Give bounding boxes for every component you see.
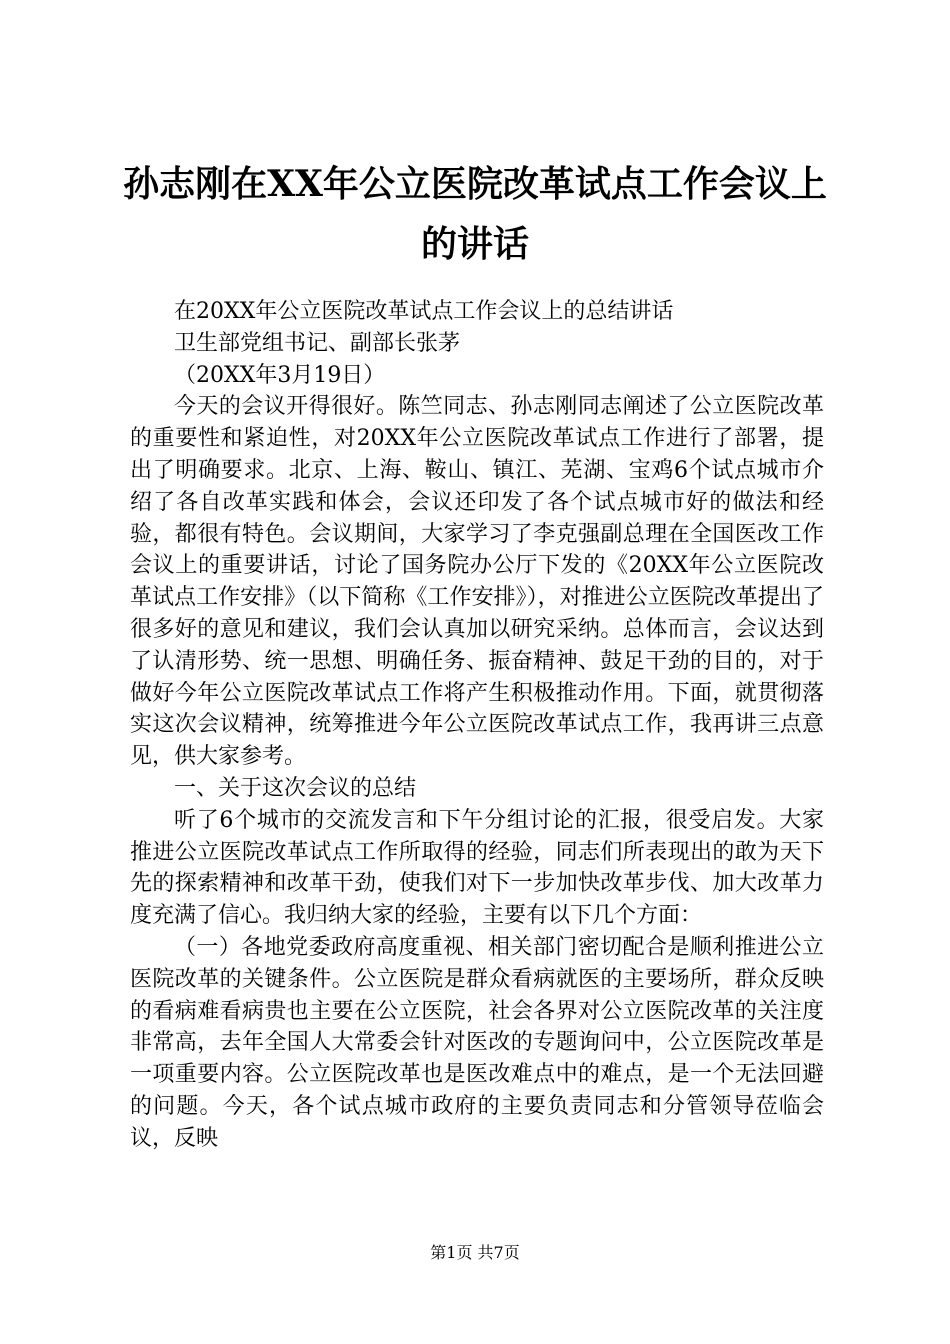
- body-paragraph: 听了6个城市的交流发言和下午分组讨论的汇报，很受启发。大家推进公立医院改革试点工作所取得的经验，同志们所表现出的敢为天下先的探索精神和改革干劲，使我们对下一步加快改革步伐、加大改革力度充满了信心。我归纳大家的经验，主要有以下几个方面：: [130, 807, 824, 929]
- date-paragraph: （20XX年3月19日）: [174, 362, 386, 388]
- body-paragraph: 今天的会议开得很好。陈竺同志、孙志刚同志阐述了公立医院改革的重要性和紧迫性，对20XX年公立医院改革试点工作进行了部署，提出了明确要求。北京、上海、鞍山、镇江、芜湖、宝鸡6个试点城市介绍了各自改革实践和体会，会议还印发了各个试点城市好的做法和经验，都很有特色。会议期间，大家学习了李克强副总理在全国医改工作会议上的重要讲话，讨论了国务院办公厅下发的《20XX年公立医院改革试点工作安排》（以下简称《工作安排》），对推进公立医院改革提出了很多好的意见和建议，我们会认真加以研究采纳。总体而言，会议达到了认清形势、统一思想、明确任务、振奋精神、鼓足干劲的目的，对于做好今年公立医院改革试点工作将产生积极推动作用。下面，就贯彻落实这次会议精神，统筹推进今年公立医院改革试点工作，我再讲三点意见，供大家参考。: [130, 394, 824, 770]
- section-heading: 一、关于这次会议的总结: [174, 775, 417, 801]
- document-title-line-1: 孙志刚在XX年公立医院改革试点工作会议上: [123, 163, 827, 205]
- document-body: [130, 296, 824, 1155]
- subtitle-paragraph: 在20XX年公立医院改革试点工作会议上的总结讲话: [174, 299, 674, 324]
- document-title-line-2: 的讲话: [420, 223, 529, 265]
- page-number-footer: 第1页 共7页: [430, 1243, 520, 1262]
- speaker-paragraph: 卫生部党组书记、副部长张茅: [174, 330, 461, 356]
- body-paragraph: （一）各地党委政府高度重视、相关部门密切配合是顺利推进公立医院改革的关键条件。公立医院是群众看病就医的主要场所，群众反映的看病难看病贵也主要在公立医院，社会各界对公立医院改革的关注度非常高，去年全国人大常委会针对医改的专题询问中，公立医院改革是一项重要内容。公立医院改革也是医改难点中的难点，是一个无法回避的问题。今天，各个试点城市政府的主要负责同志和分管领导莅临会议，反映: [130, 934, 824, 1151]
